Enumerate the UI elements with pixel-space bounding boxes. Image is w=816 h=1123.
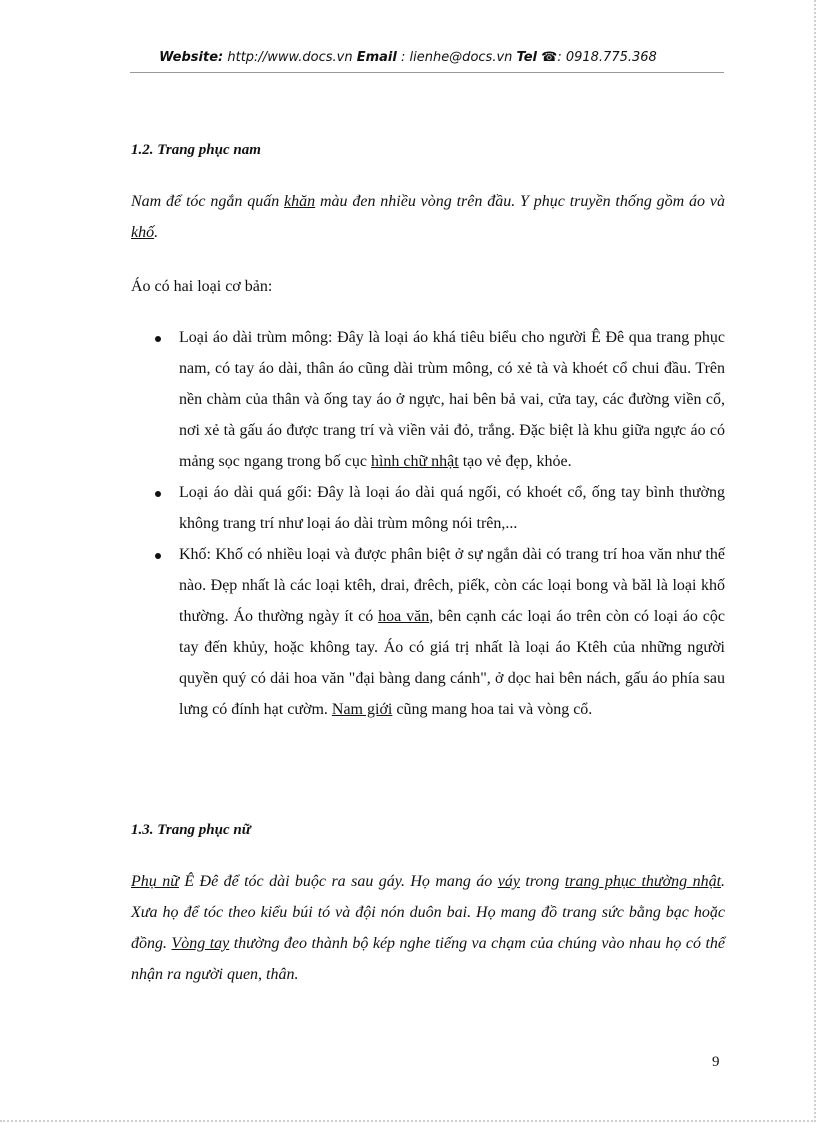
website-url[interactable]: http://www.docs.vn: [223, 50, 357, 65]
link-vay[interactable]: váy: [497, 873, 520, 890]
section-heading-1-2: 1.2. Trang phục nam: [131, 142, 261, 158]
list-item-ao-dai-qua-goi: [131, 477, 725, 539]
text: , bên cạnh các loại áo trên còn có loại áo cộc tay đến khủy, hoặc không tay. Áo có giá trị nhất là loại áo Ktêh của những người quyền quý có dải hoa văn "đại bàng dang cánh", ở dọc hai bên nách, gấu áo phía sau lưng có đính hạt cườm.: [179, 608, 726, 718]
link-hinh-chu-nhat[interactable]: hình chữ nhật: [370, 453, 459, 470]
email-label: Email: [356, 50, 397, 65]
tel-value: : 0918.775.368: [557, 50, 657, 65]
section-1-2-intro: [131, 186, 725, 248]
text: Loại áo dài trùm mông: Đây là loại áo khá tiêu biểu cho người Ê Đê qua trang phục nam, có tay áo dài, thân áo cũng dài trùm mông, có xẻ tà và khoét cổ chui đầu. Trên nền chàm của thân và ống tay áo ở ngực, hai bên bả vai, cửa tay, các đường viền cổ, nơi xẻ tà gấu áo được trang trí và viền vải đỏ, trắng. Đặc biệt là khu giữa ngực áo có mảng sọc ngang trong bố cục: [179, 329, 725, 470]
page-header: [0, 50, 816, 65]
website-label: Website:: [159, 50, 224, 65]
link-trang-phuc-thuong-nhat[interactable]: trang phục thường nhật: [564, 873, 722, 890]
text: màu đen nhiều vòng trên đầu. Y phục truyền thống gồm áo và: [315, 193, 725, 210]
text: . Xưa họ để tóc theo kiểu búi tó và đội nón duôn bai. Họ mang đồ trang sức bằng bạc hoặc đồng.: [131, 873, 726, 952]
phone-icon: ☎: [541, 50, 558, 65]
link-nam-gioi[interactable]: Nam giới: [331, 701, 393, 718]
text: .: [154, 224, 159, 241]
section-1-3-body: [131, 866, 725, 990]
header-rule: [130, 72, 724, 73]
list-item-kho: [131, 539, 725, 725]
text: Nam để tóc ngắn quấn: [131, 193, 285, 210]
list-item-ao-dai-trum-mong: [131, 322, 725, 477]
link-vong-tay[interactable]: Vòng tay: [171, 935, 230, 952]
garment-type-list: [131, 322, 725, 725]
text: trong: [519, 873, 565, 890]
text: thường đeo thành bộ kép nghe tiếng va chạm của chúng vào nhau họ có thể nhận ra người quen, thân.: [131, 935, 726, 983]
link-hoa-van[interactable]: hoa văn: [378, 608, 430, 625]
text: cũng mang hoa tai và vòng cổ.: [392, 701, 593, 718]
page-number: 9: [712, 1054, 720, 1070]
link-phu-nu[interactable]: Phụ nữ: [131, 873, 179, 890]
tel-label: Tel: [516, 50, 537, 65]
bullet-icon: [155, 553, 161, 559]
email-value[interactable]: : lienhe@docs.vn: [396, 50, 517, 65]
types-intro: Áo có hai loại cơ bản:: [131, 278, 273, 295]
bullet-icon: [155, 336, 161, 342]
text: Loại áo dài quá gối: Đây là loại áo dài quá ngối, có khoét cổ, ống tay bình thường không trang trí như loại áo dài trùm mông nói trên,...: [179, 484, 725, 532]
bullet-icon: [155, 491, 161, 497]
text: Khố: Khố có nhiều loại và được phân biệt ở sự ngắn dài có trang trí hoa văn như thế nào. Đẹp nhất là các loại ktêh, drai, đrêch, piếk, còn các loại bong và băl là loại khố thường. Áo thường ngày ít có: [179, 546, 725, 625]
link-kho[interactable]: khố: [131, 224, 155, 241]
section-heading-1-3: 1.3. Trang phục nữ: [131, 822, 251, 838]
link-khan[interactable]: khăn: [284, 193, 316, 210]
text: tạo vẻ đẹp, khỏe.: [458, 453, 572, 470]
text: Ê Đê để tóc dài buộc ra sau gáy. Họ mang áo: [178, 873, 498, 890]
